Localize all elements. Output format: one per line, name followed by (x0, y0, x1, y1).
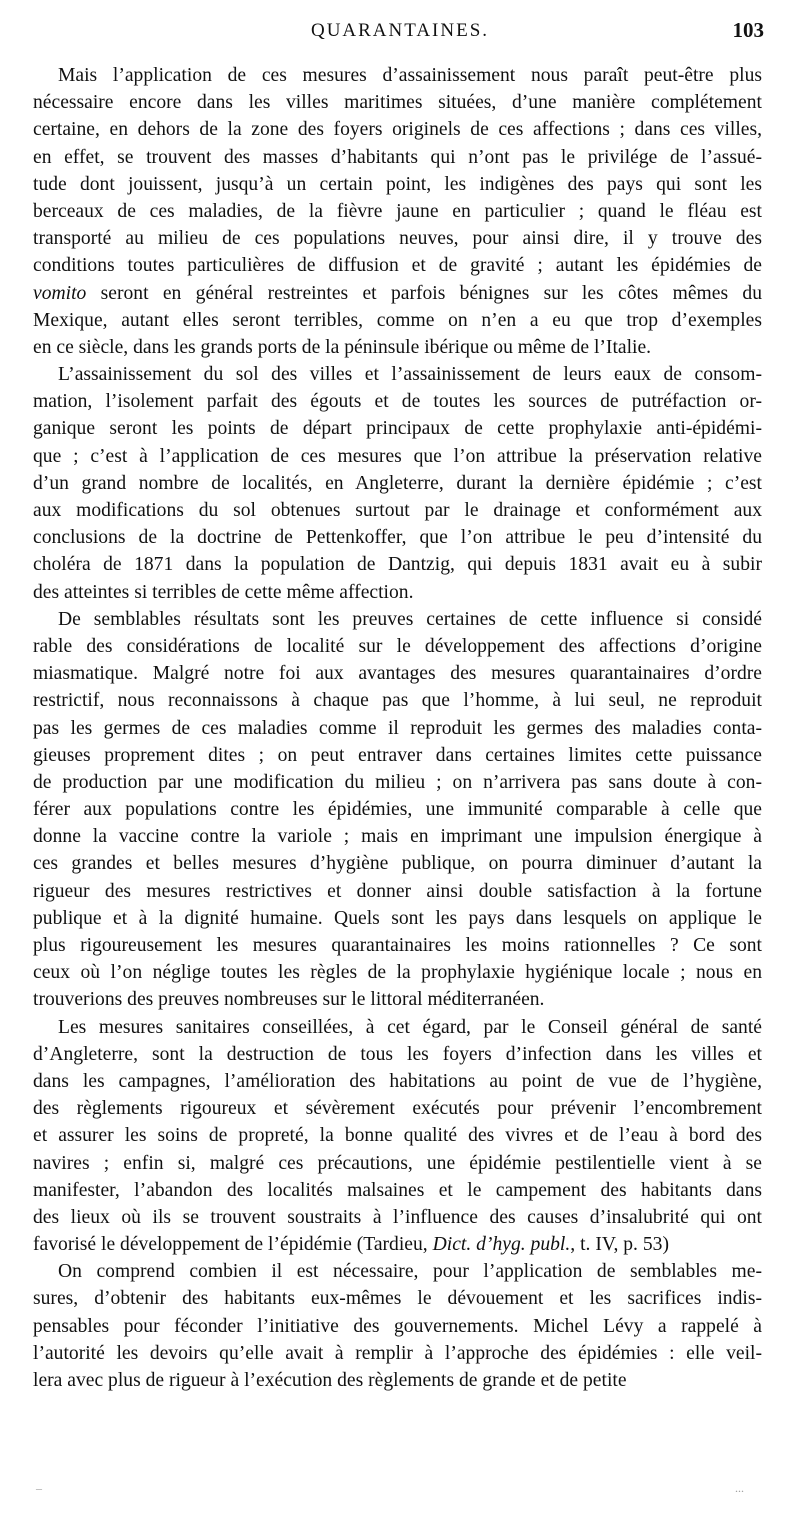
text-line: berceaux de ces maladies, de la fièvre jaune en particulier ; quand le fléau est (33, 200, 762, 222)
text-line: trouverions des preuves nombreuses sur le littoral méditerranéen. (33, 989, 545, 1011)
text-line: ces grandes et belles mesures d’hygiène publique, on pourra diminuer d’autant la (33, 853, 762, 875)
text-line: restrictif, nous reconnaissons à chaque pas que l’homme, à lui seul, ne reproduit (33, 690, 762, 712)
paragraph (33, 1258, 762, 1394)
text-line: ganique seront les points de départ principaux de cette prophylaxie anti-épidémi- (33, 418, 762, 440)
text-line: Les mesures sanitaires conseillées, à cet égard, par le Conseil général de santé (58, 1016, 762, 1038)
page-number: 103 (732, 18, 764, 42)
footer-left-mark: – (36, 1481, 42, 1495)
text-line: de production par une modification du milieu ; on n’arrivera pas sans doute à con- (33, 771, 762, 793)
text-line: et assurer les soins de propreté, la bonne qualité des vivres et de l’eau à bord des (33, 1125, 762, 1147)
paragraph (33, 361, 762, 606)
text-line: des lieux où ils se trouvent soustraits à l’influence des causes d’insalubrité qui ont (33, 1206, 762, 1228)
text-line: en effet, se trouvent des masses d’habitants qui n’ont pas le privilége de l’assué- (33, 146, 762, 168)
text-line: favorisé le développement de l’épidémie (Tardieu, Dict. d’hyg. publ., t. IV, p. 53) (33, 1234, 669, 1256)
text-line: des règlements rigoureux et sévèrement exécutés pour prévenir l’encombrement (33, 1098, 762, 1120)
text-line: rigueur des mesures restrictives et donner ainsi double satisfaction à la fortune (33, 880, 762, 902)
text-line: donne la vaccine contre la variole ; mais en imprimant une impulsion énergique à (33, 826, 762, 848)
text-line: férer aux populations contre les épidémies, une immunité comparable à celle que (33, 799, 762, 821)
text-line: plus rigoureusement les mesures quarantainaires les moins rationnelles ? Ce sont (33, 935, 762, 956)
text-line: L’assainissement du sol des villes et l’assainissement de leurs eaux de consom- (58, 364, 762, 386)
text-line: pensables pour féconder l’initiative des gouvernements. Michel Lévy a rappelé à (33, 1315, 762, 1337)
text-line: transporté au milieu de ces populations neuves, pour ainsi dire, il y trouve des (33, 228, 762, 250)
text-line: gieuses proprement dites ; on peut entraver dans certaines limites cette puissance (33, 744, 762, 766)
text-line: rable des considérations de localité sur le développement des affections d’origine (33, 635, 762, 657)
text-line: aux modifications du sol obtenues surtout par le drainage et conformément aux (33, 500, 762, 521)
text-line: dans les campagnes, l’amélioration des habitations au point de vue de l’hygiène, (33, 1070, 762, 1092)
text-line: que ; c’est à l’application de ces mesures que l’on attribue la préservation relative (33, 445, 762, 467)
text-line: vomito seront en général restreintes et parfois bénignes sur les côtes mêmes du (33, 282, 762, 304)
paragraph (33, 62, 762, 361)
text-line: On comprend combien il est nécessaire, pour l’application de semblables me- (58, 1261, 762, 1283)
paragraph (33, 1014, 762, 1259)
text-line: conditions toutes particulières de diffusion et de gravité ; autant les épidémies de (33, 255, 762, 277)
text-line: miasmatique. Malgré notre foi aux avantages des mesures quarantainaires d’ordre (33, 663, 762, 685)
text-line: d’un grand nombre de localités, en Angleterre, durant la dernière épidémie ; c’est (33, 472, 762, 494)
body-text (33, 62, 762, 1394)
text-line: manifester, l’abandon des localités malsaines et le campement des habitants dans (33, 1179, 762, 1201)
text-line: certaine, en dehors de la zone des foyers originels de ces affections ; dans ces villes, (33, 119, 762, 141)
footer-right-mark: ... (735, 1481, 744, 1495)
text-line: conclusions de la doctrine de Pettenkoffer, que l’on attribue le peu d’intensité du (33, 527, 762, 549)
text-line: pas les germes de ces maladies comme il reproduit les germes des maladies conta- (33, 717, 762, 739)
text-line: ceux où l’on néglige toutes les règles de la prophylaxie hygiénique locale ; nous en (33, 962, 762, 984)
text-line: tude dont jouissent, jusqu’à un certain point, les indigènes des pays qui sont les (33, 173, 762, 195)
text-line: mation, l’isolement parfait des égouts et de toutes les sources de putréfaction or- (33, 391, 762, 413)
text-line: en ce siècle, dans les grands ports de la péninsule ibérique ou même de l’Italie. (33, 336, 652, 358)
text-line: sures, d’obtenir des habitants eux-mêmes le dévouement et les sacrifices indis- (33, 1288, 762, 1310)
text-line: Mexique, autant elles seront terribles, comme on n’en a eu que trop d’exemples (33, 309, 762, 331)
text-line: des atteintes si terribles de cette même affection. (33, 581, 414, 603)
text-line: publique et à la dignité humaine. Quels sont les pays dans lesquels on applique le (33, 907, 762, 929)
text-line: nécessaire encore dans les villes maritimes situées, d’une manière complétement (33, 92, 762, 114)
running-head (30, 18, 770, 48)
running-title: QUARANTAINES. (310, 20, 490, 41)
paragraph (33, 606, 762, 1014)
text-line: De semblables résultats sont les preuves certaines de cette influence si considé (58, 608, 762, 630)
text-line: lera avec plus de rigueur à l’exécution des règlements de grande et de petite (33, 1370, 627, 1391)
text-line: l’autorité les devoirs qu’elle avait à remplir à l’approche des épidémies : elle veil- (33, 1342, 762, 1364)
text-line: d’Angleterre, sont la destruction de tous les foyers d’infection dans les villes et (33, 1043, 762, 1065)
text-line: choléra de 1871 dans la population de Dantzig, qui depuis 1831 avait eu à subir (33, 554, 762, 576)
text-line: Mais l’application de ces mesures d’assainissement nous paraît peut-être plus (58, 65, 762, 86)
text-line: navires ; enfin si, malgré ces précautions, une épidémie pestilentielle vient à se (33, 1152, 762, 1174)
